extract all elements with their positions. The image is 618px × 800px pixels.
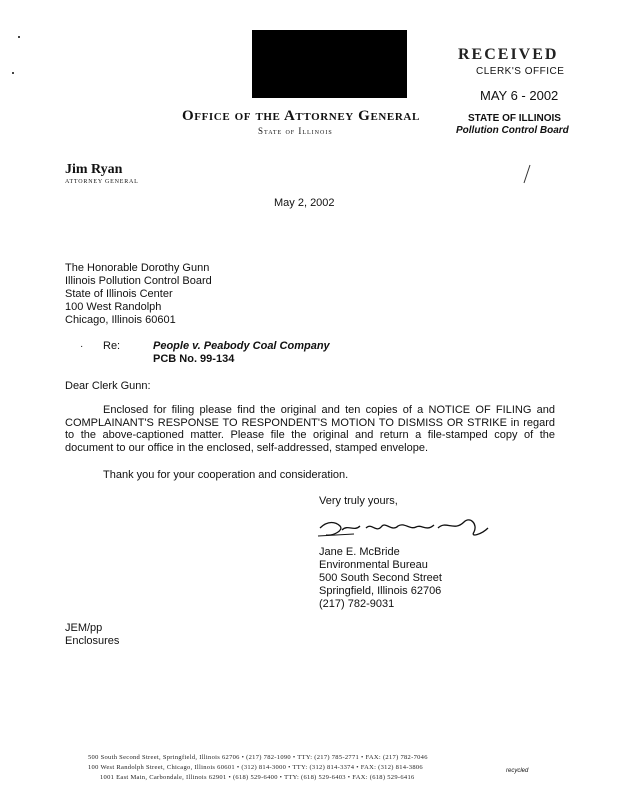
stamp-received: RECEIVED bbox=[458, 46, 559, 63]
signature bbox=[314, 510, 494, 544]
signer-line: Springfield, Illinois 62706 bbox=[319, 585, 442, 597]
initials-block bbox=[65, 622, 119, 648]
ag-name: Jim Ryan bbox=[65, 162, 123, 177]
stamp-state: STATE OF ILLINOIS bbox=[468, 113, 561, 124]
letter-date: May 2, 2002 bbox=[274, 197, 335, 209]
footer-carbondale: 1001 East Main, Carbondale, Illinois 62901 • (618) 529-6400 • TTY: (618) 529-6403 • FAX: (618) 529-6416 bbox=[100, 774, 415, 781]
recycled-mark: recycled bbox=[506, 768, 529, 774]
stamp-date: MAY 6 - 2002 bbox=[480, 88, 559, 103]
footer-springfield: 500 South Second Street, Springfield, Illinois 62706 • (217) 782-1090 • TTY: (217) 785-2771 • FAX: (217) 782-7046 bbox=[88, 754, 428, 761]
edge-mark bbox=[18, 36, 20, 38]
body-paragraph: Enclosed for filing please find the original and ten copies of a NOTICE OF FILING and COMPLAINANT'S RESPONSE TO RESPONDENT'S MOTION TO DISMISS OR STRIKE in regard to the above-captioned matter. Please file the original and return a file-stamped copy of the document to our office in the enclosed, self-addressed, stamped envelope. bbox=[65, 404, 555, 454]
re-case: People v. Peabody Coal Company bbox=[153, 340, 330, 352]
ag-title: ATTORNEY GENERAL bbox=[65, 179, 139, 185]
thanks-line: Thank you for your cooperation and consideration. bbox=[103, 469, 349, 481]
edge-mark bbox=[12, 72, 14, 74]
recipient-line: The Honorable Dorothy Gunn bbox=[65, 262, 210, 274]
initials: JEM/pp bbox=[65, 622, 103, 634]
recipient-line: State of Illinois Center bbox=[65, 288, 173, 300]
recipient-line: Chicago, Illinois 60601 bbox=[65, 314, 176, 326]
re-number: PCB No. 99-134 bbox=[153, 353, 235, 365]
office-subtitle: State of Illinois bbox=[258, 126, 333, 136]
stamp-office: CLERK'S OFFICE bbox=[476, 66, 565, 77]
closing: Very truly yours, bbox=[319, 495, 398, 507]
recipient-address bbox=[65, 262, 212, 327]
salutation: Dear Clerk Gunn: bbox=[65, 380, 151, 392]
redacted-seal bbox=[252, 30, 407, 98]
signer-line: Environmental Bureau bbox=[319, 559, 428, 571]
office-title: Office of the Attorney General bbox=[182, 108, 420, 124]
recipient-line: Illinois Pollution Control Board bbox=[65, 275, 212, 287]
signer-phone: (217) 782-9031 bbox=[319, 598, 395, 610]
signer-name: Jane E. McBride bbox=[319, 546, 400, 558]
enclosures: Enclosures bbox=[65, 635, 120, 647]
signer-block bbox=[319, 546, 442, 611]
recipient-line: 100 West Randolph bbox=[65, 301, 162, 313]
pen-mark bbox=[520, 163, 534, 185]
re-dot: · bbox=[80, 341, 84, 352]
re-label: Re: bbox=[103, 340, 121, 352]
stamp-board: Pollution Control Board bbox=[456, 125, 569, 136]
footer-chicago: 100 West Randolph Street, Chicago, Illinois 60601 • (312) 814-3000 • TTY: (312) 814-3374 • FAX: (312) 814-3806 bbox=[88, 764, 423, 771]
signer-line: 500 South Second Street bbox=[319, 572, 442, 584]
